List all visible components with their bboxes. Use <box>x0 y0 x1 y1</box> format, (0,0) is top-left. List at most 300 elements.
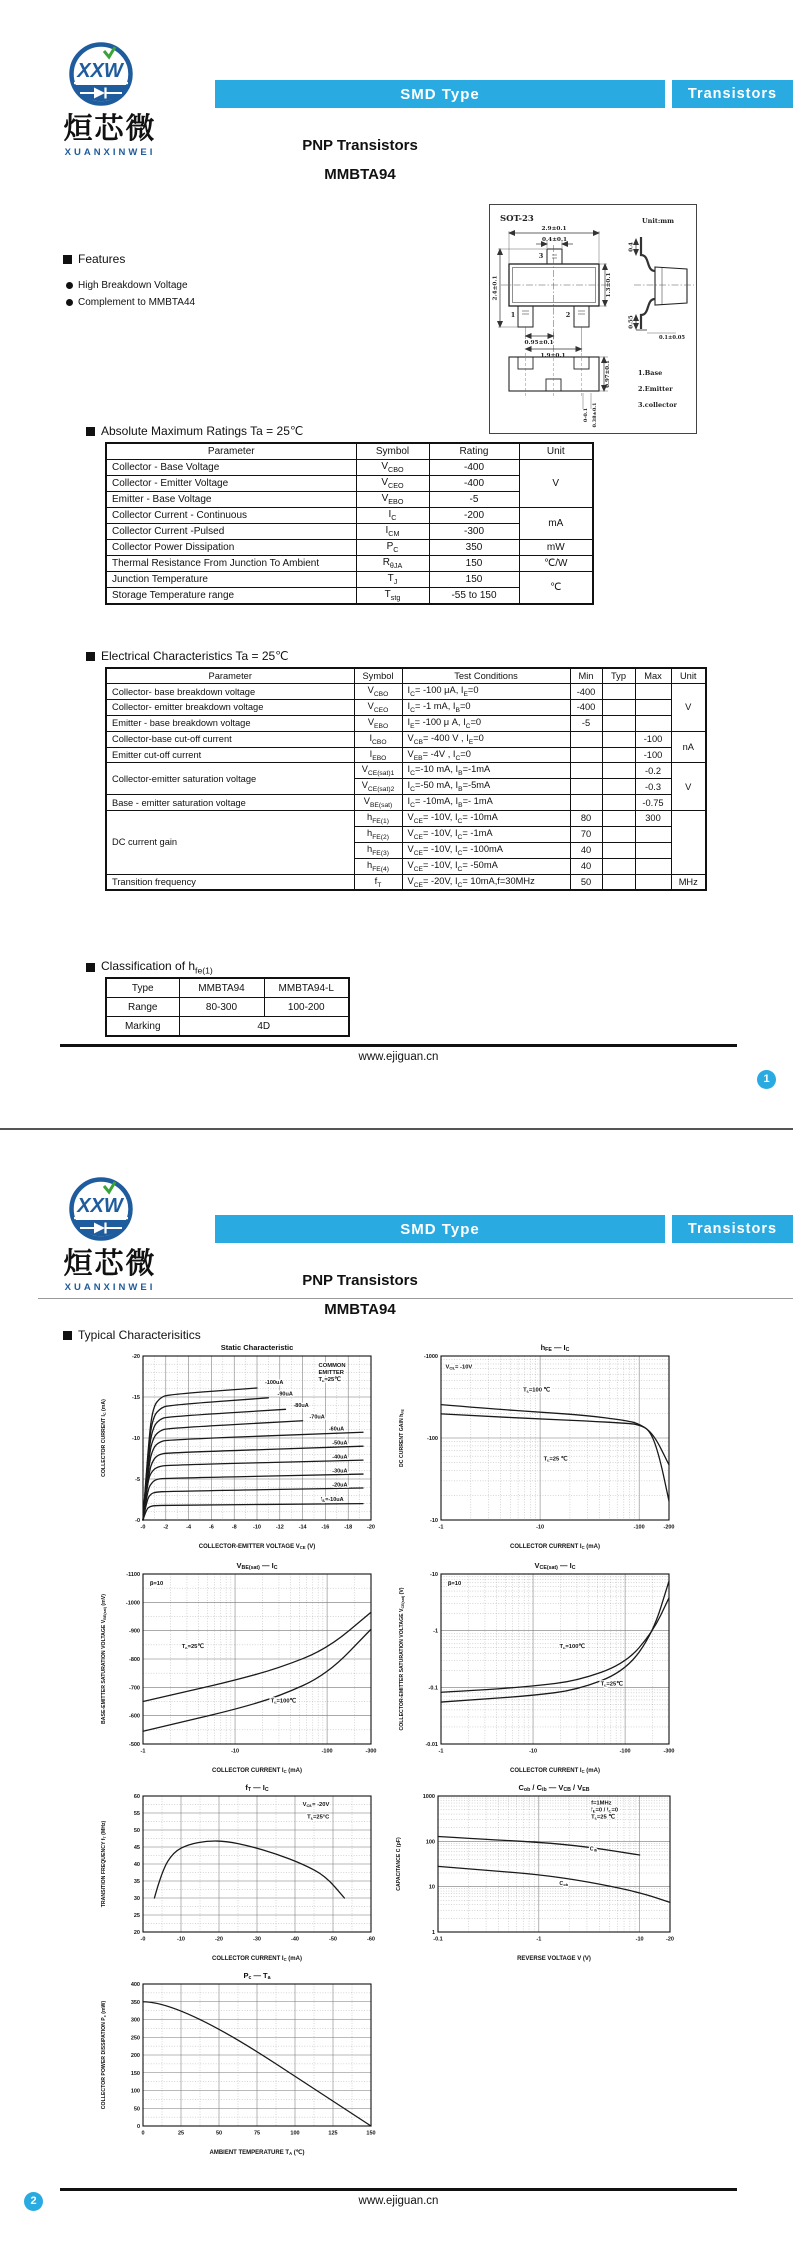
table-cell: $I_C= -10mA$, $I_B=-$ 1mA <box>402 795 570 811</box>
table-cell: Collector - Base Voltage <box>106 460 356 476</box>
svg-text:-10: -10 <box>253 1524 261 1531</box>
svg-text:-16: -16 <box>321 1524 330 1531</box>
table-cell: Emitter - base breakdown voltage <box>106 715 354 731</box>
svg-text:-12: -12 <box>275 1524 284 1531</box>
table-cell: DC current gain <box>106 811 354 874</box>
svg-text:-300: -300 <box>365 1748 377 1755</box>
svg-text:-300: -300 <box>663 1748 675 1755</box>
table-cell <box>635 826 671 842</box>
svg-text:-1: -1 <box>536 1936 542 1943</box>
svg-text:-20uA: -20uA <box>332 1482 348 1489</box>
svg-text:100: 100 <box>425 1839 435 1846</box>
table-cell: $h_{FE(1)}$ <box>354 811 402 827</box>
table-cell <box>602 826 635 842</box>
feature-item <box>66 297 195 308</box>
table-cell: -400 <box>429 460 519 476</box>
table-cell: Collector- base breakdown voltage <box>106 684 354 700</box>
square-bullet-icon <box>86 963 95 972</box>
footer-url[interactable]: www.ejiguan.cn <box>358 1051 439 1063</box>
svg-text:-8: -8 <box>231 1524 237 1531</box>
svg-text:Pc — Ta: Pc — Ta <box>243 1971 271 1982</box>
svg-text:REVERSE VOLTAGE V (V): REVERSE VOLTAGE V (V) <box>517 1956 591 1962</box>
table-cell: -100 <box>635 747 671 763</box>
svg-text:1: 1 <box>431 1930 435 1936</box>
svg-text:1.Base: 1.Base <box>638 369 663 377</box>
svg-text:-100: -100 <box>619 1748 631 1755</box>
table-cell: nA <box>671 731 706 763</box>
svg-text:-1000: -1000 <box>423 1354 438 1360</box>
table-cell: $I_C= -100$ μA, $I_E=0$ <box>402 684 570 700</box>
page-title: PNP Transistors <box>302 1272 418 1289</box>
circle-bullet-icon <box>66 299 73 306</box>
svg-text:0: 0 <box>136 2124 140 2130</box>
svg-text:-1: -1 <box>433 1628 438 1635</box>
svg-text:-20: -20 <box>367 1524 375 1531</box>
header-bar-transistors-label: Transistors <box>687 1221 778 1237</box>
chart-capacitance-vs-voltage <box>390 1778 686 1969</box>
table-cell: Typ <box>602 668 635 684</box>
svg-text:-10: -10 <box>529 1748 538 1755</box>
chart-hfe-vs-ic <box>393 1338 685 1557</box>
svg-text:COLLECTOR CURRENT IC (mA): COLLECTOR CURRENT IC (mA) <box>101 1399 107 1477</box>
table-cell: Collector-base cut-off current <box>106 731 354 747</box>
table-cell: $I_{EBO}$ <box>354 747 402 763</box>
company-name-cn: 烜芯微 <box>63 111 157 145</box>
svg-text:EMITTER: EMITTER <box>318 1369 345 1376</box>
table-cell: -5 <box>570 715 602 731</box>
svg-text:45: 45 <box>133 1845 140 1851</box>
svg-text:Static Characteristic: Static Characteristic <box>220 1343 294 1352</box>
svg-text:-5: -5 <box>135 1477 140 1483</box>
svg-text:0.4±0.1: 0.4±0.1 <box>541 237 568 243</box>
svg-text:-0.1: -0.1 <box>428 1685 438 1692</box>
svg-text:400: 400 <box>130 1982 140 1988</box>
svg-text:fT — IC: fT — IC <box>245 1783 269 1794</box>
svg-text:25: 25 <box>177 2130 185 2137</box>
svg-text:200: 200 <box>130 2053 140 2059</box>
table-cell: -5 <box>429 492 519 508</box>
svg-text:-20: -20 <box>132 1354 140 1360</box>
svg-text:2.4±0.1: 2.4±0.1 <box>492 275 499 301</box>
feature-item-label: Complement to MMBTA44 <box>78 297 196 308</box>
svg-text:20: 20 <box>133 1930 140 1936</box>
table-cell: Unit <box>671 668 706 684</box>
table-cell: -300 <box>429 524 519 540</box>
table-cell: Collector Current -Pulsed <box>106 524 356 540</box>
svg-text:Ta=25℃: Ta=25℃ <box>600 1681 623 1688</box>
table-cell: 150 <box>429 572 519 588</box>
table-cell <box>635 684 671 700</box>
table-cell: -400 <box>570 684 602 700</box>
table-cell: Range <box>106 998 179 1017</box>
svg-text:-60uA: -60uA <box>328 1426 345 1433</box>
svg-text:-100: -100 <box>321 1748 333 1755</box>
table-cell: Test Conditions <box>402 668 570 684</box>
svg-text:-0: -0 <box>140 1524 146 1531</box>
svg-text:-14: -14 <box>298 1524 307 1531</box>
svg-text:-2: -2 <box>163 1524 169 1531</box>
svg-text:-800: -800 <box>128 1657 140 1663</box>
table-cell: Unit <box>519 443 593 460</box>
page-title: PNP Transistors <box>302 137 418 154</box>
header-bar-transistors <box>672 80 793 108</box>
svg-text:-1: -1 <box>140 1748 146 1755</box>
circle-bullet-icon <box>66 282 73 289</box>
table-cell: Parameter <box>106 443 356 460</box>
svg-text:β=10: β=10 <box>447 1581 462 1588</box>
svg-text:-10: -10 <box>231 1748 240 1755</box>
svg-text:-1: -1 <box>438 1748 444 1755</box>
table-cell <box>671 811 706 874</box>
svg-text:-6: -6 <box>208 1524 214 1531</box>
svg-text:-10: -10 <box>635 1936 644 1943</box>
table-cell <box>602 795 635 811</box>
svg-text:150: 150 <box>366 2130 376 2137</box>
table-cell: 300 <box>635 811 671 827</box>
company-name-cn: 烜芯微 <box>63 1246 157 1280</box>
svg-text:SOT-23: SOT-23 <box>500 214 534 224</box>
footer-rule <box>60 1044 737 1047</box>
amr-heading-label: Absolute Maximum Ratings Ta = 25℃ <box>101 424 304 438</box>
table-cell: -200 <box>429 508 519 524</box>
table-cell: $V_{CE}= -10V$, $I_C= -1mA$ <box>402 826 570 842</box>
svg-text:-30uA: -30uA <box>332 1468 348 1475</box>
page-number-badge: 2 <box>24 2192 43 2211</box>
table-cell <box>602 700 635 716</box>
svg-text:-10: -10 <box>177 1936 185 1943</box>
table-cell: $V_{EBO}$ <box>354 715 402 731</box>
footer-rule <box>60 2188 737 2191</box>
table-cell <box>602 858 635 874</box>
svg-text:Ta=25 ℃: Ta=25 ℃ <box>591 1814 615 1821</box>
table-cell: 150 <box>429 556 519 572</box>
svg-text:-10: -10 <box>132 1436 140 1442</box>
svg-text:COLLECTOR-EMITTER SATURATION V: COLLECTOR-EMITTER SATURATION VOLTAGE VCE(sat) (V) <box>399 1587 405 1731</box>
svg-text:-10: -10 <box>430 1518 438 1524</box>
svg-text:0.55: 0.55 <box>628 315 635 329</box>
svg-text:1.9±0.1: 1.9±0.1 <box>540 353 566 359</box>
svg-text:350: 350 <box>130 1999 140 2006</box>
svg-text:-80uA: -80uA <box>293 1402 309 1409</box>
svg-text:3.collector: 3.collector <box>638 401 677 409</box>
header-bar-smd-type-label: SMD Type <box>400 85 480 103</box>
svg-text:55: 55 <box>133 1811 140 1817</box>
features-heading <box>63 252 125 266</box>
table-cell <box>602 811 635 827</box>
svg-text:-50uA: -50uA <box>332 1440 348 1447</box>
table-cell: $V_{CE(sat)2}$ <box>354 779 402 795</box>
svg-text:COMMON: COMMON <box>318 1362 346 1369</box>
table-cell: 80-300 <box>179 998 264 1017</box>
svg-text:0.1±0.05: 0.1±0.05 <box>658 335 686 341</box>
table-cell: 70 <box>570 826 602 842</box>
svg-text:-40uA: -40uA <box>332 1454 348 1461</box>
svg-text:VCE(sat) — IC: VCE(sat) — IC <box>534 1561 576 1572</box>
table-cell: -400 <box>570 700 602 716</box>
table-cell: 350 <box>429 540 519 556</box>
table-cell: V <box>671 684 706 732</box>
table-cell: $V_{CBO}$ <box>354 684 402 700</box>
part-number: MMBTA94 <box>324 1301 396 1318</box>
table-cell: MHz <box>671 874 706 890</box>
table-cell: MMBTA94 <box>179 978 264 998</box>
table-cell: $I_{CM}$ <box>356 524 429 540</box>
svg-text:50: 50 <box>133 1828 140 1834</box>
table-cell: $V_{CEO}$ <box>356 476 429 492</box>
svg-text:-10: -10 <box>536 1524 545 1531</box>
table-cell: ℃ <box>519 572 593 605</box>
svg-text:50: 50 <box>133 2106 140 2113</box>
table-cell: $h_{FE(2)}$ <box>354 826 402 842</box>
svg-text:30: 30 <box>133 1896 140 1902</box>
square-bullet-icon <box>63 1331 72 1340</box>
table-cell <box>602 684 635 700</box>
svg-text:40: 40 <box>133 1862 140 1868</box>
table-cell: $V_{EBO}$ <box>356 492 429 508</box>
table-cell: Collector-emitter saturation voltage <box>106 763 354 795</box>
table-cell: $T_J$ <box>356 572 429 588</box>
typical-characteristics-label: Typical Characterisitics <box>78 1328 201 1342</box>
svg-text:2.9±0.1: 2.9±0.1 <box>541 226 567 232</box>
svg-text:Ta=25℃: Ta=25℃ <box>181 1644 204 1650</box>
svg-text:100: 100 <box>290 2130 300 2137</box>
page-separator <box>0 1128 793 1130</box>
table-cell: $V_{CE}= -10V$, $I_C= -50mA$ <box>402 858 570 874</box>
table-cell: -100 <box>635 731 671 747</box>
table-cell: -55 to 150 <box>429 588 519 605</box>
chart-ft-vs-ic <box>95 1778 387 1969</box>
feature-item-label: High Breakdown Voltage <box>78 280 188 291</box>
table-cell: $I_C=-50$ mA, $I_B=-5mA$ <box>402 779 570 795</box>
svg-text:-4: -4 <box>186 1524 192 1531</box>
svg-text:1.3±0.1: 1.3±0.1 <box>606 272 612 298</box>
svg-text:1000: 1000 <box>422 1794 435 1800</box>
svg-text:-50: -50 <box>329 1936 337 1943</box>
table-cell: -0.75 <box>635 795 671 811</box>
header-bar-transistors-label: Transistors <box>687 86 778 102</box>
table-cell <box>570 763 602 779</box>
svg-text:-500: -500 <box>128 1742 140 1748</box>
table-cell: $V_{CE}= -20V$, $I_C= 10mA,f=30MHz$ <box>402 874 570 890</box>
svg-text:XXW: XXW <box>77 60 123 82</box>
svg-text:-15: -15 <box>132 1395 140 1401</box>
table-cell: ℃/W <box>519 556 593 572</box>
svg-text:f=1MHz: f=1MHz <box>591 1800 612 1807</box>
table-cell: Rating <box>429 443 519 460</box>
table-cell: Collector - Emitter Voltage <box>106 476 356 492</box>
svg-text:125: 125 <box>328 2130 338 2137</box>
table-cell: Thermal Resistance From Junction To Ambient <box>106 556 356 572</box>
table-cell <box>635 874 671 890</box>
table-cell <box>635 842 671 858</box>
table-cell: Collector Current - Continuous <box>106 508 356 524</box>
svg-text:0.4: 0.4 <box>628 242 635 252</box>
table-cell: 100-200 <box>264 998 349 1017</box>
table-cell: $h_{FE(4)}$ <box>354 858 402 874</box>
table-cell: Max <box>635 668 671 684</box>
svg-text:VBE(sat) — IC: VBE(sat) — IC <box>236 1561 278 1572</box>
table-cell <box>602 874 635 890</box>
svg-text:Cob / Cib — VCB / VEB: Cob / Cib — VCB / VEB <box>518 1783 590 1794</box>
svg-text:100: 100 <box>130 2088 140 2095</box>
table-cell: Type <box>106 978 179 998</box>
page-number-badge: 1 <box>757 1070 776 1089</box>
svg-text:XXW: XXW <box>77 1195 123 1217</box>
table-cell: $h_{FE(3)}$ <box>354 842 402 858</box>
svg-text:3: 3 <box>538 252 544 260</box>
table-cell: $I_C=-10$ mA, $I_B=-1mA$ <box>402 763 570 779</box>
table-cell <box>602 779 635 795</box>
amr-heading <box>86 424 303 438</box>
svg-text:Cob: Cob <box>559 1880 569 1887</box>
svg-text:COLLECTOR-EMITTER VOLTAGE VC: COLLECTOR-EMITTER VOLTAGE VCE (V) <box>198 1544 316 1550</box>
svg-text:-1000: -1000 <box>125 1600 140 1607</box>
svg-text:1: 1 <box>510 311 516 319</box>
svg-text:-1100: -1100 <box>126 1572 140 1578</box>
feature-item <box>66 280 188 291</box>
table-cell: V <box>671 763 706 811</box>
header-bar-smd-type <box>215 80 665 108</box>
svg-text:Cib: Cib <box>589 1846 598 1853</box>
svg-text:0.95±0.1: 0.95±0.1 <box>524 340 554 346</box>
svg-text:AMBIENT TEMPERATURE TA (℃): AMBIENT TEMPERATURE TA (℃) <box>209 2150 305 2156</box>
svg-text:-200: -200 <box>663 1524 675 1531</box>
table-cell <box>570 731 602 747</box>
features-heading-label: Features <box>78 252 126 266</box>
svg-text:COLLECTOR CURRENT IC (mA): COLLECTOR CURRENT IC (mA) <box>510 1544 600 1550</box>
svg-text:2: 2 <box>565 311 571 319</box>
table-cell: -400 <box>429 476 519 492</box>
svg-text:Ta=25 ℃: Ta=25 ℃ <box>543 1456 568 1463</box>
svg-text:-70uA: -70uA <box>309 1414 325 1421</box>
square-bullet-icon <box>86 652 95 661</box>
table-cell <box>635 858 671 874</box>
svg-text:75: 75 <box>253 2130 261 2137</box>
table-cell: $V_{CE}= -10V$, $I_C= -100mA$ <box>402 842 570 858</box>
table-cell: Symbol <box>354 668 402 684</box>
svg-text:35: 35 <box>133 1879 140 1885</box>
table-cell <box>602 763 635 779</box>
table-cell: $V_{CE(sat)1}$ <box>354 763 402 779</box>
svg-text:IB=-10uA: IB=-10uA <box>320 1497 344 1504</box>
svg-text:IE=0 / IC=0: IE=0 / IC=0 <box>591 1807 619 1814</box>
svg-text:CAPACITANCE C (pF): CAPACITANCE C (pF) <box>396 1837 402 1891</box>
svg-text:DC CURRENT GAIN hFE: DC CURRENT GAIN hFE <box>399 1409 405 1467</box>
svg-text:-600: -600 <box>128 1713 140 1720</box>
table-cell: Emitter - Base Voltage <box>106 492 356 508</box>
table-cell: MMBTA94-L <box>264 978 349 998</box>
svg-text:-100: -100 <box>426 1436 438 1442</box>
package-outline-drawing <box>489 204 697 434</box>
table-cell: $V_{CB}= -400$ V , $I_E=0$ <box>402 731 570 747</box>
electrical-characteristics-table <box>105 667 707 891</box>
table-cell: $V_{EB}= -4V$ , $I_C=0$ <box>402 747 570 763</box>
svg-text:-20: -20 <box>666 1936 674 1943</box>
svg-text:-40: -40 <box>291 1936 299 1943</box>
header-bar-smd-type-label: SMD Type <box>400 1220 480 1238</box>
svg-text:300: 300 <box>130 2017 140 2024</box>
table-cell: $I_C$ <box>356 508 429 524</box>
table-cell <box>602 715 635 731</box>
svg-text:COLLECTOR CURRENT IC (mA): COLLECTOR CURRENT IC (mA) <box>212 1956 302 1962</box>
svg-text:Ta=25℃: Ta=25℃ <box>318 1376 341 1383</box>
svg-text:-100uA: -100uA <box>264 1379 284 1386</box>
ec-heading-label: Electrical Characteristics Ta = 25℃ <box>101 649 289 663</box>
chart-pc-vs-ta <box>95 1966 387 2163</box>
table-cell: mA <box>519 508 593 540</box>
svg-text:-900: -900 <box>128 1628 140 1635</box>
svg-text:VCE= -10V: VCE= -10V <box>445 1364 473 1371</box>
svg-text:-10: -10 <box>430 1572 438 1578</box>
table-cell: $T_{stg}$ <box>356 588 429 605</box>
svg-text:BASE-EMITTER SATURATION VOLTAG: BASE-EMITTER SATURATION VOLTAGE VBE(sat) (mV) <box>101 1594 107 1724</box>
svg-text:COLLECTOR CURRENT IC (mA): COLLECTOR CURRENT IC (mA) <box>212 1768 302 1774</box>
svg-text:-20: -20 <box>215 1936 223 1943</box>
classification-table <box>105 977 350 1037</box>
table-cell: -0.3 <box>635 779 671 795</box>
ec-heading <box>86 649 289 663</box>
table-cell: $I_{CBO}$ <box>354 731 402 747</box>
table-cell <box>570 779 602 795</box>
table-cell: Transition frequency <box>106 874 354 890</box>
table-cell: 50 <box>570 874 602 890</box>
square-bullet-icon <box>63 255 72 264</box>
table-cell: Min <box>570 668 602 684</box>
svg-text:60: 60 <box>133 1794 140 1800</box>
square-bullet-icon <box>86 427 95 436</box>
svg-text:Ta=100℃: Ta=100℃ <box>559 1644 585 1650</box>
company-name-en: XUANXINWEI <box>64 147 156 158</box>
table-cell <box>602 842 635 858</box>
table-cell: $I_C= -1$ mA, $I_B=0$ <box>402 700 570 716</box>
svg-text:-0: -0 <box>140 1936 146 1943</box>
table-cell: $P_C$ <box>356 540 429 556</box>
svg-text:0.97±0.1: 0.97±0.1 <box>605 360 611 388</box>
svg-text:COLLECTOR CURRENT IC (mA): COLLECTOR CURRENT IC (mA) <box>510 1768 600 1774</box>
classification-heading <box>86 959 213 975</box>
table-cell: Emitter cut-off current <box>106 747 354 763</box>
table-cell: $V_{CBO}$ <box>356 460 429 476</box>
table-cell <box>602 731 635 747</box>
table-cell: $V_{BE(sat)}$ <box>354 795 402 811</box>
svg-text:0: 0 <box>141 2130 145 2137</box>
table-cell: $R_{\theta JA}$ <box>356 556 429 572</box>
svg-text:10: 10 <box>428 1884 435 1891</box>
table-cell: Base - emitter saturation voltage <box>106 795 354 811</box>
footer-url[interactable]: www.ejiguan.cn <box>358 2195 439 2207</box>
table-cell <box>570 747 602 763</box>
table-cell: $V_{CE}= -10V$, $I_C= -10mA$ <box>402 811 570 827</box>
svg-text:-18: -18 <box>344 1524 353 1531</box>
table-cell: 4D <box>179 1017 349 1037</box>
chart-static-characteristic <box>95 1338 387 1557</box>
svg-text:-0.1: -0.1 <box>433 1936 443 1943</box>
svg-text:-60: -60 <box>367 1936 375 1943</box>
table-cell: 80 <box>570 811 602 827</box>
svg-text:Ta=100℃: Ta=100℃ <box>270 1698 297 1705</box>
svg-text:Ta=25°C: Ta=25°C <box>307 1814 330 1821</box>
svg-text:-30: -30 <box>253 1936 261 1943</box>
svg-text:-1: -1 <box>438 1524 444 1531</box>
svg-text:β=10: β=10 <box>149 1581 164 1588</box>
table-cell: $f_T$ <box>354 874 402 890</box>
table-cell: Junction Temperature <box>106 572 356 588</box>
header-bar-transistors <box>672 1215 793 1243</box>
svg-text:Unit:mm: Unit:mm <box>641 217 675 225</box>
table-cell: -0.2 <box>635 763 671 779</box>
svg-text:TRANSITION FREQUENCY fT (M: TRANSITION FREQUENCY fT (MHz) <box>101 1820 107 1908</box>
table-cell <box>635 715 671 731</box>
